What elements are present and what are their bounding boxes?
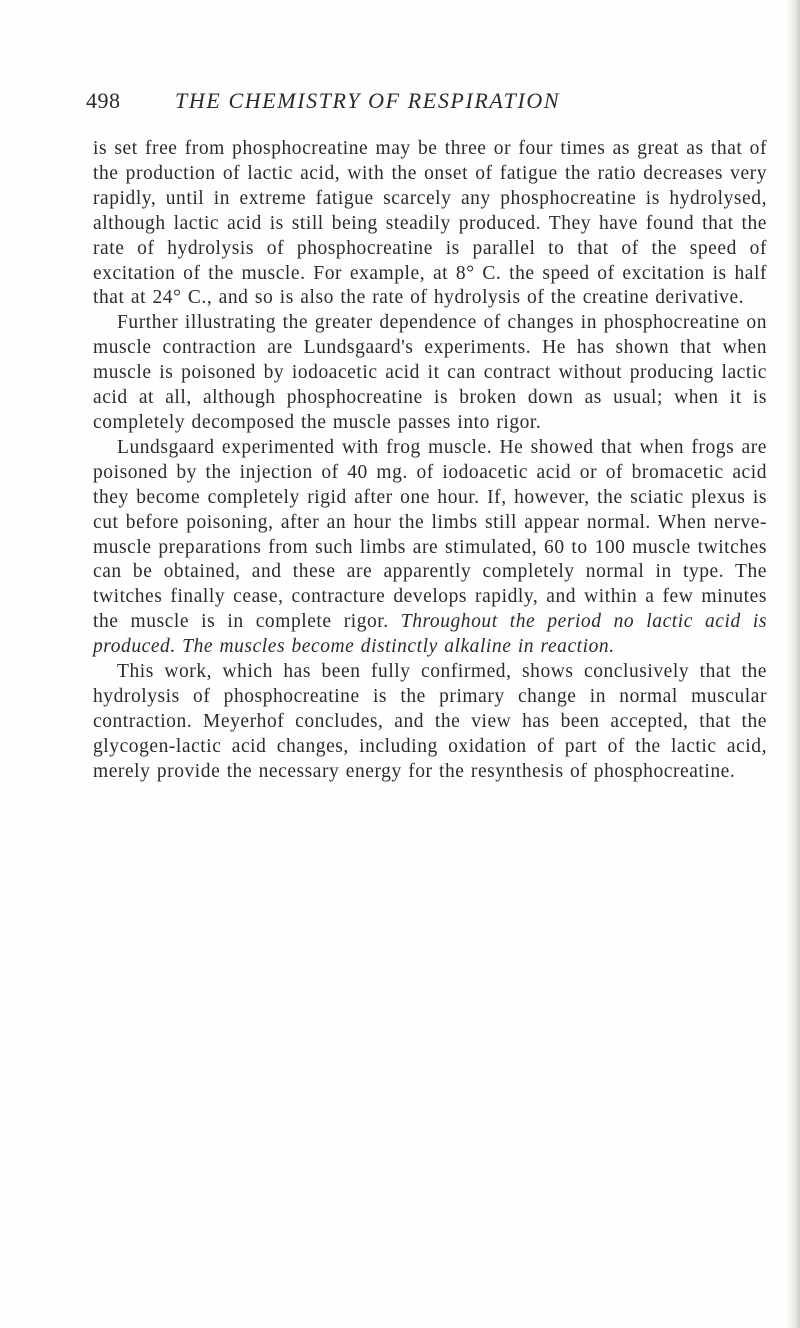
- paragraph-3-italic: Throughout the period no lactic acid is produced. The muscles become distinctly alkaline in reaction.: [93, 611, 767, 658]
- page-edge-shadow: [786, 0, 800, 1328]
- running-header: [86, 88, 746, 122]
- paragraph-4: This work, which has been fully confirmed, shows conclusively that the hydrolysis of phosphocreatine is the primary change in normal muscular contraction. Meyerhof concludes, and the view has been accepted, that the glycogen-lactic acid changes, including oxidation of part of the lactic acid, merely provide the necessary energy for the resynthesis of phosphocreatine.: [93, 661, 767, 782]
- page-number: 498: [86, 88, 121, 113]
- paragraph-1: is set free from phosphocreatine may be three or four times as great as that of the production of lactic acid, with the onset of fatigue the ratio decreases very rapidly, until in extreme fatigue scarcely any phosphocreatine is hydrolysed, although lactic acid is still being steadily produced. They have found that the rate of hydrolysis of phosphocreatine is parallel to that of the speed of excitation of the muscle. For example, at 8° C. the speed of excitation is half that at 24° C., and so is also the rate of hydrolysis of the creatine derivative.: [93, 138, 767, 309]
- paragraph-3: [93, 436, 767, 660]
- paragraph-2: Further illustrating the greater dependence of changes in phosphocreatine on muscle contraction are Lundsgaard's experiments. He has shown that when muscle is poisoned by iodoacetic acid it can contract without producing lactic acid at all, although phosphocreatine is broken down as usual; when it is completely decomposed the muscle passes into rigor.: [93, 312, 767, 433]
- running-title: THE CHEMISTRY OF RESPIRATION: [175, 88, 561, 113]
- paragraph-3-text: Lundsgaard experimented with frog muscle. He showed that when frogs are poisoned by the injection of 40 mg. of iodoacetic acid or of bromacetic acid they become completely rigid after one hour. If, however, the sciatic plexus is cut before poisoning, after an hour the limbs still appear normal. When nerve-muscle preparations from such limbs are stimulated, 60 to 100 muscle twitches can be obtained, and these are apparently completely normal in type. The twitches finally cease, contracture develops rapidly, and within a few minutes the muscle is in complete rigor.: [93, 436, 767, 633]
- body-text: [93, 137, 767, 785]
